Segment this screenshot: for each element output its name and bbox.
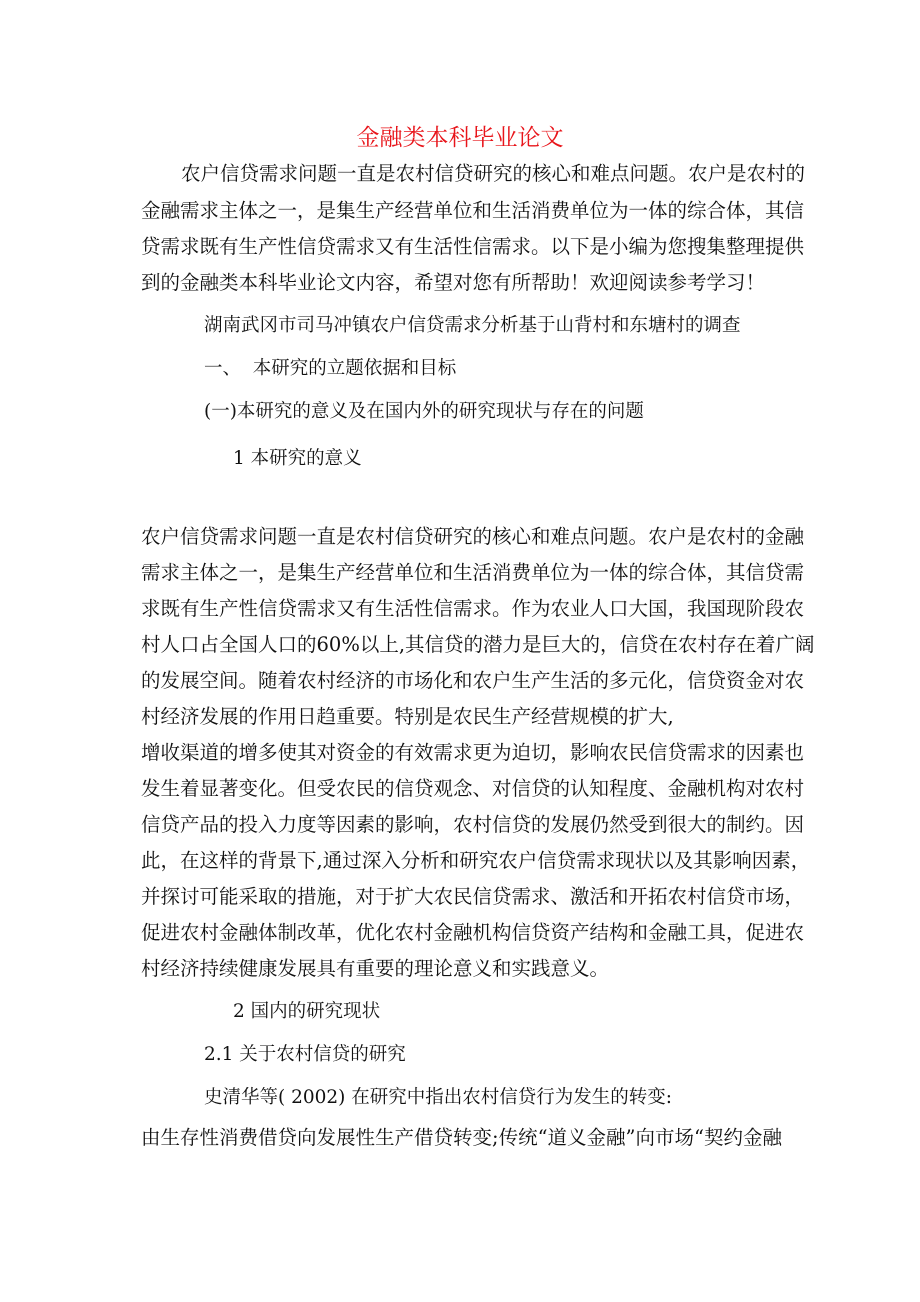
heading-4: 2 国内的研究现状 <box>233 1001 381 1022</box>
intro-line: 贷需求既有生产性信贷需求又有生活性信需求。以下是小编为您搜集整理提供 <box>141 235 805 258</box>
heading-2: (一)本研究的意义及在国内外的研究现状与存在的问题 <box>204 401 644 422</box>
body-line: 求既有生产性信贷需求又有生活性信需求。作为农业人口大国，我国现阶段农 <box>141 597 805 620</box>
intro-line: 到的金融类本科毕业论文内容，希望对您有所帮助！欢迎阅读参考学习！ <box>141 271 766 294</box>
heading-1: 一、 本研究的立题依据和目标 <box>204 358 457 379</box>
document-title: 金融类本科毕业论文 <box>356 125 564 151</box>
body-line: 村经济发展的作用日趋重要。特别是农民生产经营规模的扩大, <box>141 705 674 728</box>
paragraph-line: 史清华等( 2002) 在研究中指出农村信贷行为发生的转变: <box>204 1087 673 1108</box>
body-line: 需求主体之一，是集生产经营单位和生活消费单位为一体的综合体，其信贷需 <box>141 561 805 584</box>
body-line: 增收渠道的增多使其对资金的有效需求更为迫切，影响农民信贷需求的因素也 <box>141 741 805 764</box>
heading-3: 1 本研究的意义 <box>233 448 362 469</box>
intro-line: 金融需求主体之一，是集生产经营单位和生活消费单位为一体的综合体，其信 <box>141 199 805 222</box>
body-line: 促进农村金融体制改革，优化农村金融机构信贷资产结构和金融工具，促进农 <box>141 921 805 944</box>
body-line: 此，在这样的背景下,通过深入分析和研究农户信贷需求现状以及其影响因素， <box>141 849 811 872</box>
body-line: 村经济持续健康发展具有重要的理论意义和实践意义。 <box>141 957 610 980</box>
body-line: 信贷产品的投入力度等因素的影响，农村信贷的发展仍然受到很大的制约。因 <box>141 813 805 836</box>
heading-5: 2.1 关于农村信贷的研究 <box>204 1044 406 1065</box>
body-line: 村人口占全国人口的60%以上,其信贷的潜力是巨大的，信贷在农村存在着广阔 <box>141 633 815 656</box>
subtitle: 湖南武冈市司马冲镇农户信贷需求分析基于山背村和东塘村的调查 <box>204 315 741 336</box>
body-line: 的发展空间。随着农村经济的市场化和农户生产生活的多元化，信贷资金对农 <box>141 669 805 692</box>
intro-line: 农户信贷需求问题一直是农村信贷研究的核心和难点问题。农户是农村的 <box>181 162 806 185</box>
body-line: 农户信贷需求问题一直是农村信贷研究的核心和难点问题。农户是农村的金融 <box>141 525 805 548</box>
paragraph-line: 由生存性消费借贷向发展性生产借贷转变;传统“道义金融”向市场“契约金融 <box>141 1126 782 1149</box>
body-line: 并探讨可能采取的措施，对于扩大农民信贷需求、激活和开拓农村信贷市场， <box>141 885 805 908</box>
body-line: 发生着显著变化。但受农民的信贷观念、对信贷的认知程度、金融机构对农村 <box>141 777 805 800</box>
